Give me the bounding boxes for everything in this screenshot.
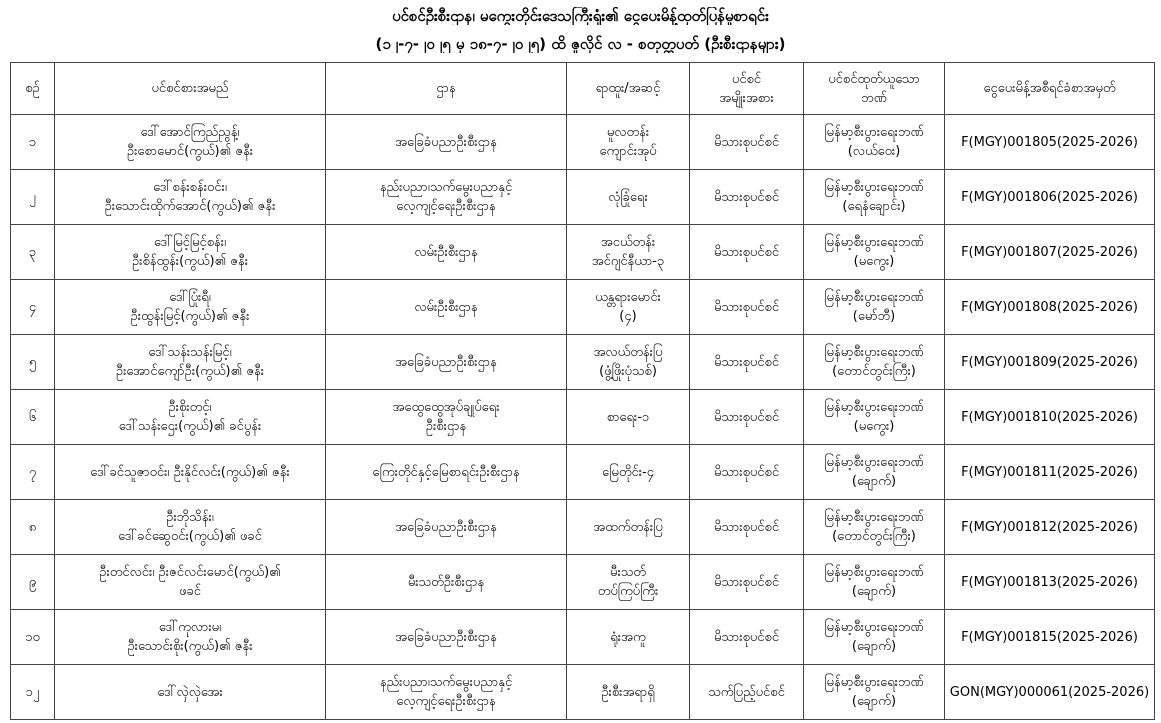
cell-no: ၉ (11, 555, 55, 610)
cell-dept-line1: အခြေခံပညာဦးစီးဌာန (395, 629, 497, 645)
cell-issuer (804, 170, 945, 225)
cell-licence: F(MGY)001812(2025-2026) (945, 500, 1155, 555)
cell-location-line1: မြေတိုင်း-၄ (601, 464, 655, 480)
cell-issuer-line1: မြန်မာ့စီးပွားရေးဘဏ် (824, 565, 924, 580)
cell-dept-line2: ဦးစီးဌာန (425, 419, 467, 434)
cell-name-line2: ဦးသောင်းထိုက်အောင်(ကွယ်)၏ ဇနီး (104, 199, 276, 214)
cell-licence: F(MGY)001807(2025-2026) (945, 225, 1155, 280)
cell-location-line2: အင်ဂျင်နီယာ-၃ (591, 254, 665, 269)
cell-issuer (804, 390, 945, 445)
cell-dept (326, 610, 567, 665)
header-licence: ငွေပေးမိန့်အစီရင်ခံစာအမှတ် (945, 63, 1155, 115)
cell-issuer-line1: မြန်မာ့စီးပွားရေးဘဏ် (824, 345, 924, 360)
cell-location (567, 665, 690, 720)
cell-issuer (804, 115, 945, 170)
cell-location (567, 225, 690, 280)
cell-location-line1: အထက်တန်းပြ (593, 519, 663, 535)
cell-issuer-line1: မြန်မာ့စီးပွားရေးဘဏ် (824, 400, 924, 415)
cell-location (567, 555, 690, 610)
cell-licence: F(MGY)001809(2025-2026) (945, 335, 1155, 390)
cell-dept-line1: အခြေခံပညာဦးစီးဌာန (395, 354, 497, 370)
cell-no: ၂ (11, 170, 55, 225)
cell-location-line2: တပ်ကြပ်ကြီး (597, 584, 659, 599)
cell-location (567, 280, 690, 335)
cell-location-line2: ကျောင်းအုပ် (599, 144, 657, 159)
header-location: ရာထူး/အဆင့် (567, 63, 690, 115)
cell-licence: F(MGY)001805(2025-2026) (945, 115, 1155, 170)
cell-name-line1: ဦးတင်လင်း၊ ဦးဇင်လင်းမောင်(ကွယ်)၏ (99, 565, 281, 580)
cell-licence: F(MGY)001815(2025-2026) (945, 610, 1155, 665)
cell-no: ၄ (11, 280, 55, 335)
cell-type: သက်ပြည့်ပင်စင် (690, 665, 804, 720)
cell-name-line1: ဒေါ်လှဲလှဲအေး (157, 684, 223, 700)
cell-location-line1: လုံခြုံရေး (608, 189, 648, 205)
cell-issuer-line1: မြန်မာ့စီးပွားရေးဘဏ် (824, 455, 924, 470)
cell-issuer-line2: (တောင်တွင်းကြီး) (832, 529, 916, 544)
cell-name-line2: ဒေါ်ခင်ဆွေဝင်း(ကွယ်)၏ ဖခင် (118, 529, 262, 544)
cell-dept (326, 280, 567, 335)
cell-dept (326, 500, 567, 555)
cell-location-line1: အငယ်တန်း (600, 235, 656, 250)
cell-location-line1: မီးသတ် (610, 565, 646, 580)
cell-location (567, 500, 690, 555)
cell-location-line1: ဦးစီးအရာရှိ (601, 684, 655, 700)
cell-type: မိသားစုပင်စင် (690, 335, 804, 390)
cell-location-line1: မူလတန်း (606, 125, 650, 140)
cell-name-line1: ဒေါ်စန်းစန်းဝင်း၊ (153, 180, 227, 195)
cell-issuer (804, 500, 945, 555)
cell-no: ၅ (11, 335, 55, 390)
cell-dept (326, 115, 567, 170)
header-no: စဉ် (11, 63, 55, 115)
cell-type: မိသားစုပင်စင် (690, 610, 804, 665)
cell-name-line1: ဒေါ်သန်းသန်းမြင့်၊ (148, 345, 232, 360)
cell-location-line1: စာရေး-၁ (606, 409, 650, 425)
cell-issuer (804, 445, 945, 500)
cell-type: မိသားစုပင်စင် (690, 115, 804, 170)
cell-issuer-line1: မြန်မာ့စီးပွားရေးဘဏ် (824, 620, 924, 635)
header-issuer (804, 63, 945, 115)
cell-dept (326, 225, 567, 280)
header-name: ပင်စင်စားအမည် (55, 63, 326, 115)
cell-name-line1: ဒေါ်မြင့်မြင့်စန်း၊ (153, 235, 227, 250)
cell-dept-line1: အထွေထွေအုပ်ချုပ်ရေး (392, 400, 500, 415)
header-type (690, 63, 804, 115)
cell-type: မိသားစုပင်စင် (690, 170, 804, 225)
cell-issuer-line2: (ချောက်) (851, 694, 897, 709)
cell-location (567, 335, 690, 390)
cell-licence: F(MGY)001808(2025-2026) (945, 280, 1155, 335)
header-dept: ဌာန (326, 63, 567, 115)
table-row (11, 390, 1155, 445)
table-row (11, 665, 1155, 720)
cell-location-line1: အလယ်တန်းပြ (593, 345, 663, 360)
cell-issuer-line1: မြန်မာ့စီးပွားရေးဘဏ် (824, 125, 924, 140)
cell-name (55, 610, 326, 665)
cell-type: မိသားစုပင်စင် (690, 555, 804, 610)
cell-issuer-line1: မြန်မာ့စီးပွားရေးဘဏ် (824, 180, 924, 195)
cell-dept-line1: နည်းပညာ၊သက်မွေးပညာနှင့် (379, 675, 513, 690)
cell-name (55, 115, 326, 170)
table-row (11, 610, 1155, 665)
cell-issuer-line2: (မကွေး) (853, 254, 895, 269)
cell-name-line1: ဒေါ်ပြုံးရီ၊ (169, 290, 211, 305)
cell-no: ၁၀ (11, 610, 55, 665)
cell-name-line2: ဦးအောင်ကျော်ဦး(ကွယ်)၏ ဇနီး (115, 364, 265, 379)
cell-location-line2: (၄) (619, 309, 637, 324)
cell-name-line1: ဒေါ်အောင်ကြည်ညွန့်၊ (140, 125, 240, 140)
cell-issuer (804, 610, 945, 665)
cell-location (567, 445, 690, 500)
cell-issuer-line2: (မကွေး) (853, 419, 895, 434)
table-row (11, 225, 1155, 280)
cell-name-line2: ဖခင် (179, 584, 201, 599)
cell-location (567, 610, 690, 665)
cell-name-line1: ဦးစိုးတင့်၊ (168, 400, 212, 415)
document-subtitle: (၁၂-၇-၂၀၂၅ မှ ၁၈-၇-၂၀၂၅) ထိ ဇူလိုင် လ - စတုတ္ထပတ် (ဦးစီးဌာနများ) (375, 35, 786, 53)
document-title: ပင်စင်ဦးစီးဌာန၊ မကွေးတိုင်းဒေသကြီးရုံး၏ ငွေပေးမိန့်ထုတ်ပြန်မှုစာရင်း (392, 7, 769, 25)
table-row (11, 500, 1155, 555)
cell-dept-line1: အခြေခံပညာဦးစီးဌာန (395, 519, 497, 535)
pension-roster-table (10, 62, 1155, 720)
table-row (11, 555, 1155, 610)
cell-no: ၆ (11, 390, 55, 445)
cell-licence: F(MGY)001806(2025-2026) (945, 170, 1155, 225)
cell-name (55, 500, 326, 555)
cell-location-line1: ယန္တရားမောင်း (595, 290, 661, 305)
cell-name-line2: ဒေါ်သန်းဌေး(ကွယ်)၏ ခင်ပွန်း (118, 419, 262, 434)
cell-dept (326, 335, 567, 390)
cell-issuer (804, 335, 945, 390)
cell-location (567, 170, 690, 225)
cell-location (567, 390, 690, 445)
cell-name (55, 335, 326, 390)
cell-licence: F(MGY)001813(2025-2026) (945, 555, 1155, 610)
cell-name (55, 170, 326, 225)
cell-no: ၃ (11, 225, 55, 280)
table-body (11, 115, 1155, 720)
cell-issuer (804, 280, 945, 335)
table-row (11, 280, 1155, 335)
header-issuer-line2: ဘဏ် (861, 90, 887, 106)
table-header-row (11, 63, 1155, 115)
cell-name-line1: ဦးဘိုသိန်း၊ (166, 510, 214, 525)
cell-dept-line1: နည်းပညာ၊သက်မွေးပညာနှင့် (379, 180, 513, 195)
table-row (11, 445, 1155, 500)
table-row (11, 115, 1155, 170)
cell-dept-line2: လေ့ကျင့်ရေးဦးစီးဌာန (396, 694, 496, 709)
cell-issuer-line1: မြန်မာ့စီးပွားရေးဘဏ် (824, 675, 924, 690)
table-row (11, 335, 1155, 390)
cell-type: မိသားစုပင်စင် (690, 280, 804, 335)
cell-issuer-line2: (ချောက်) (851, 639, 897, 654)
cell-issuer-line2: (လယ်ဝေး) (847, 144, 901, 159)
cell-dept-line1: အခြေခံပညာဦးစီးဌာန (395, 134, 497, 150)
cell-name-line1: ဒေါ်ကုလားမ၊ (158, 620, 222, 635)
cell-dept-line1: လမ်းဦးစီးဌာန (414, 299, 478, 315)
cell-issuer-line1: မြန်မာ့စီးပွားရေးဘဏ် (824, 235, 924, 250)
cell-type: မိသားစုပင်စင် (690, 225, 804, 280)
cell-issuer-line2: (တောင်တွင်းကြီး) (832, 364, 916, 379)
cell-name-line2: ဦးစိန်ထွန်း(ကွယ်)၏ ဇနီး (131, 254, 249, 269)
cell-dept (326, 445, 567, 500)
cell-dept (326, 555, 567, 610)
cell-no: ၇ (11, 445, 55, 500)
cell-issuer (804, 665, 945, 720)
cell-issuer-line2: (မော်ဘီ) (852, 309, 896, 324)
cell-licence: F(MGY)001810(2025-2026) (945, 390, 1155, 445)
cell-type: မိသားစုပင်စင် (690, 445, 804, 500)
cell-issuer-line2: (ချောက်) (851, 474, 897, 489)
header-issuer-line1: ပင်စင်ထုတ်ယူသော (828, 71, 920, 87)
cell-name (55, 445, 326, 500)
cell-name (55, 555, 326, 610)
document-header (0, 0, 1161, 62)
cell-no: ၈ (11, 500, 55, 555)
cell-dept-line2: လေ့ကျင့်ရေးဦးစီးဌာန (396, 199, 496, 214)
cell-issuer-line1: မြန်မာ့စီးပွားရေးဘဏ် (824, 290, 924, 305)
cell-issuer-line1: မြန်မာ့စီးပွားရေးဘဏ် (824, 510, 924, 525)
header-type-line2: အမျိုးအစား (719, 90, 774, 106)
cell-location-line1: ရုံးအကူ (610, 629, 646, 645)
cell-licence: GON(MGY)000061(2025-2026) (945, 665, 1155, 720)
cell-name (55, 225, 326, 280)
cell-dept (326, 665, 567, 720)
cell-dept-line1: လမ်းဦးစီးဌာန (414, 244, 478, 260)
cell-issuer (804, 225, 945, 280)
cell-name-line1: ဒေါ်ခင်သူဇာဝင်း၊ ဦးနိုင်လင်း(ကွယ်)၏ ဇနီး (90, 464, 290, 480)
cell-type: မိသားစုပင်စင် (690, 390, 804, 445)
cell-dept (326, 170, 567, 225)
cell-issuer-line2: (ရေနံချောင်း) (842, 199, 906, 214)
cell-name-line2: ဦးသောင်းစိုး(ကွယ်)၏ ဇနီး (127, 639, 253, 654)
cell-no: ၁၂ (11, 665, 55, 720)
cell-name (55, 280, 326, 335)
header-type-line1: ပင်စင် (731, 71, 762, 87)
cell-location (567, 115, 690, 170)
cell-no: ၁ (11, 115, 55, 170)
cell-dept-line1: မီးသတ်ဦးစီးဌာန (407, 574, 485, 590)
cell-name (55, 390, 326, 445)
cell-name-line2: ဦးစောမောင်(ကွယ်)၏ ဇနီး (126, 144, 254, 159)
cell-licence: F(MGY)001811(2025-2026) (945, 445, 1155, 500)
table-row (11, 170, 1155, 225)
cell-issuer (804, 555, 945, 610)
cell-name (55, 665, 326, 720)
cell-type: မိသားစုပင်စင် (690, 500, 804, 555)
cell-name-line2: ဦးထွန်းမြင့်(ကွယ်)၏ ဇနီး (130, 309, 250, 324)
cell-dept-line1: ကြေးတိုင်နှင့်မြေစာရင်းဦးစီးဌာန (372, 464, 520, 480)
cell-dept (326, 390, 567, 445)
cell-issuer-line2: (ချောက်) (851, 584, 897, 599)
cell-location-line2: (ဖွံ့ဖြိုးပုံသစ်) (599, 364, 657, 379)
